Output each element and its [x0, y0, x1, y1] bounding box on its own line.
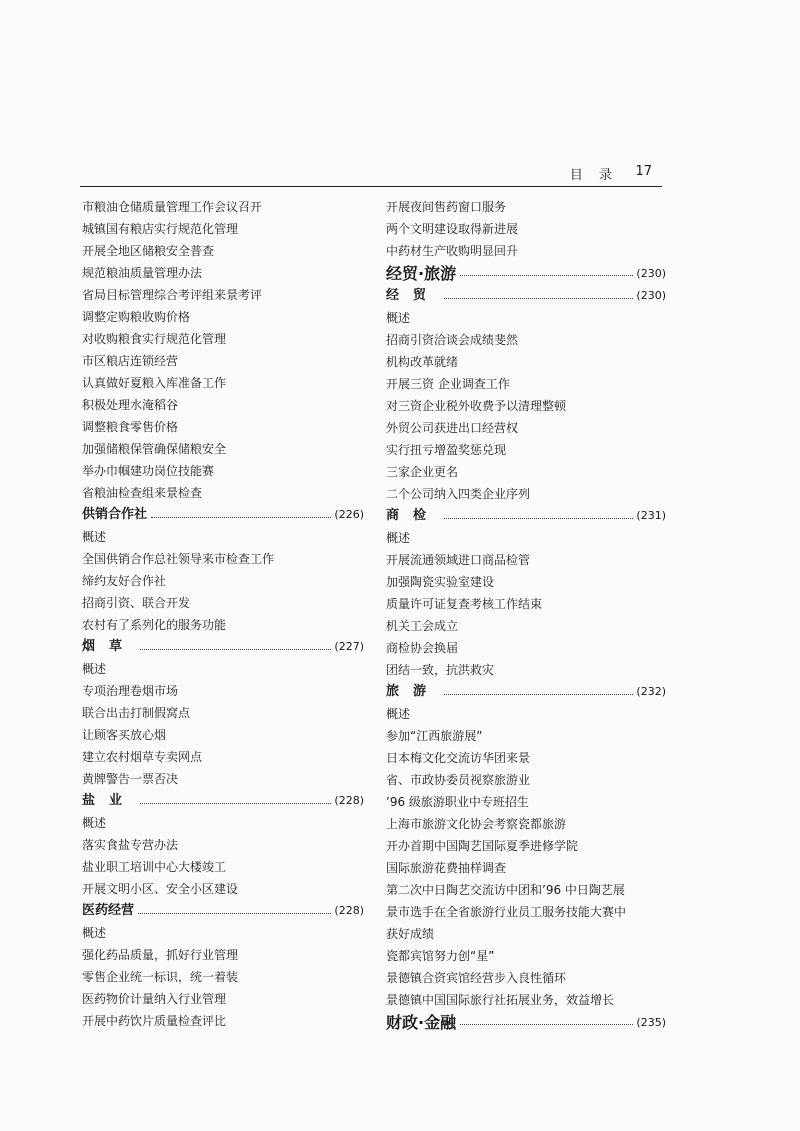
toc-entry-text: 参加“江西旅游展” — [386, 729, 483, 743]
toc-entry — [82, 878, 364, 900]
toc-page-number: (230) — [636, 266, 666, 280]
toc-entry — [82, 1010, 364, 1032]
toc-entry-text: 盐业职工培训中心大楼竣工 — [82, 860, 227, 874]
toc-leader-dots — [140, 803, 331, 804]
toc-entry-text: 医药物价计量纳入行业管理 — [82, 992, 227, 1006]
toc-entry — [82, 856, 364, 878]
toc-entry-text: 医药经营 — [82, 903, 135, 918]
toc-entry-text: 规范粮油质量管理办法 — [82, 266, 203, 280]
toc-entry — [386, 857, 666, 879]
toc-entry — [386, 329, 666, 351]
toc-page-number: (235) — [636, 1015, 666, 1029]
toc-entry — [82, 834, 364, 856]
toc-entry-text: 概述 — [82, 662, 107, 676]
toc-entry-text: 让顾客买放心烟 — [82, 728, 167, 742]
toc-entry-text: 商检 — [386, 508, 441, 523]
toc-entry-text: 招商引资洽谈会成绩斐然 — [386, 333, 519, 347]
toc-entry — [386, 835, 666, 857]
toc-entry-text: 日本梅文化交流访华团来景 — [386, 751, 531, 765]
toc-entry-text: 市区粮店连锁经营 — [82, 354, 179, 368]
toc-entry-text: 建立农村烟草专卖网点 — [82, 750, 203, 764]
toc-entry — [82, 592, 364, 614]
toc-entry — [386, 813, 666, 835]
toc-section-heading — [386, 262, 666, 285]
toc-entry — [386, 417, 666, 439]
toc-entry — [82, 416, 364, 438]
toc-entry-text: 开展全地区储粮安全普查 — [82, 244, 215, 258]
toc-entry — [82, 812, 364, 834]
toc-entry — [386, 439, 666, 461]
toc-entry — [82, 218, 364, 240]
toc-entry — [82, 570, 364, 592]
toc-entry — [82, 350, 364, 372]
toc-entry — [386, 461, 666, 483]
toc-entry — [82, 372, 364, 394]
toc-entry-text: 零售企业统一标识，统一着装 — [82, 970, 239, 984]
toc-entry — [82, 460, 364, 482]
toc-entry — [386, 395, 666, 417]
toc-entry-text: 瓷都宾馆努力创“星” — [386, 949, 495, 963]
toc-entry-text: 省局目标管理综合考评组来景考评 — [82, 288, 263, 302]
toc-leader-dots — [138, 913, 331, 914]
toc-entry-text: 实行扭亏增盈奖惩兑现 — [386, 443, 507, 457]
toc-entry-text: 举办巾帼建功岗位技能赛 — [82, 464, 215, 478]
toc-entry — [386, 703, 666, 725]
toc-entry — [386, 923, 666, 945]
toc-entry — [386, 945, 666, 967]
toc-page-number: (230) — [636, 289, 666, 302]
toc-entry — [386, 218, 666, 240]
toc-section-heading — [82, 504, 364, 526]
toc-entry-text: 认真做好夏粮入库准备工作 — [82, 376, 227, 390]
toc-entry-text: 对收购粮食实行规范化管理 — [82, 332, 227, 346]
toc-entry — [82, 306, 364, 328]
toc-entry-text: 中药材生产收购明显回升 — [386, 244, 519, 258]
toc-entry-text: 经贸·旅游 — [386, 263, 457, 283]
toc-entry — [386, 879, 666, 901]
toc-section-heading — [386, 681, 666, 703]
toc-entry — [82, 680, 364, 702]
toc-page-number: (231) — [636, 509, 666, 522]
toc-entry — [82, 966, 364, 988]
toc-entry — [386, 659, 666, 681]
toc-entry-text: 上海市旅游文化协会考察瓷都旅游 — [386, 817, 567, 831]
toc-leader-dots — [444, 518, 633, 519]
toc-entry — [82, 482, 364, 504]
toc-entry — [386, 637, 666, 659]
toc-leader-dots — [151, 517, 331, 518]
toc-entry-text: 财政·金融 — [386, 1012, 457, 1032]
toc-entry-text: 旅游 — [386, 684, 441, 699]
toc-entry — [386, 725, 666, 747]
toc-page-number: (228) — [334, 794, 364, 807]
toc-entry-text: 景市选手在全省旅游行业员工服务技能大赛中 — [386, 905, 627, 919]
toc-entry-text: 对三资企业税外收费予以清理整顿 — [386, 399, 567, 413]
toc-entry-text: 黄牌警告一票否决 — [82, 772, 179, 786]
toc-entry-text: 开展中药饮片质量检查评比 — [82, 1014, 227, 1028]
toc-page-number: (232) — [636, 685, 666, 698]
toc-entry-text: 机关工会成立 — [386, 619, 459, 633]
toc-page-number: (227) — [334, 640, 364, 653]
toc-entry-text: 经贸 — [386, 288, 441, 303]
toc-entry-text: 落实食盐专营办法 — [82, 838, 179, 852]
toc-entry-text: 加强陶瓷实验室建设 — [386, 575, 495, 589]
toc-entry-text: 质量许可证复查考核工作结束 — [386, 597, 543, 611]
toc-entry — [386, 527, 666, 549]
toc-entry — [82, 394, 364, 416]
toc-entry — [386, 901, 666, 923]
toc-entry — [82, 548, 364, 570]
toc-entry-text: 开展流通领域进口商品检管 — [386, 553, 531, 567]
toc-entry-text: 第二次中日陶艺交流访中团和’96 中日陶艺展 — [386, 883, 625, 897]
toc-entry-text: 团结一致，抗洪救灾 — [386, 663, 495, 677]
toc-entry — [82, 746, 364, 768]
toc-entry — [82, 328, 364, 350]
toc-entry-text: 概述 — [386, 311, 411, 325]
toc-entry — [386, 483, 666, 505]
toc-entry — [386, 549, 666, 571]
toc-entry-text: 加强储粮保管确保储粮安全 — [82, 442, 227, 456]
toc-entry — [386, 791, 666, 813]
toc-section-heading — [386, 285, 666, 307]
toc-entry-text: 概述 — [386, 531, 411, 545]
toc-entry — [82, 702, 364, 724]
toc-entry — [82, 944, 364, 966]
toc-entry — [82, 262, 364, 284]
toc-entry-text: 概述 — [82, 926, 107, 940]
toc-entry-text: 积极处理水淹稻谷 — [82, 398, 179, 412]
toc-leader-dots — [460, 1024, 633, 1025]
toc-leader-dots — [460, 275, 633, 276]
toc-page-number: (228) — [334, 904, 364, 917]
toc-entry — [386, 989, 666, 1011]
toc-entry-text: 城镇国有粮店实行规范化管理 — [82, 222, 239, 236]
toc-entry-text: 开展夜间售药窗口服务 — [386, 200, 507, 214]
toc-entry-text: 招商引资、联合开发 — [82, 596, 191, 610]
toc-entry — [386, 593, 666, 615]
toc-leader-dots — [140, 649, 331, 650]
toc-entry-text: 开办首期中国陶艺国际夏季进修学院 — [386, 839, 579, 853]
toc-entry-text: 省、市政协委员视察旅游业 — [386, 773, 531, 787]
toc-entry-text: 全国供销合作总社领导来市检查工作 — [82, 552, 275, 566]
toc-entry-text: 专项治理卷烟市场 — [82, 684, 179, 698]
toc-entry — [386, 351, 666, 373]
toc-section-heading — [386, 505, 666, 527]
toc-section-heading — [82, 790, 364, 812]
toc-entry — [82, 614, 364, 636]
toc-entry-text: 强化药品质量，抓好行业管理 — [82, 948, 239, 962]
toc-left-column — [82, 196, 364, 1032]
toc-entry-text: 概述 — [82, 530, 107, 544]
toc-entry-text: 外贸公司获进出口经营权 — [386, 421, 519, 435]
header-title: 目 录 — [569, 168, 618, 183]
toc-right-column — [386, 196, 666, 1034]
toc-entry-text: 市粮油仓储质量管理工作会议召开 — [82, 200, 263, 214]
toc-entry-text: 调整粮食零售价格 — [82, 420, 179, 434]
toc-entry-text: 开展三资 企业调查工作 — [386, 377, 510, 391]
toc-entry-text: 开展文明小区、安全小区建设 — [82, 882, 239, 896]
toc-entry-text: 国际旅游花费抽样调查 — [386, 861, 507, 875]
toc-entry-text: 缔约友好合作社 — [82, 574, 167, 588]
toc-entry — [82, 658, 364, 680]
toc-entry-text: 获好成绩 — [386, 927, 435, 941]
toc-entry-text: 两个文明建设取得新进展 — [386, 222, 519, 236]
toc-entry — [386, 571, 666, 593]
toc-entry — [82, 724, 364, 746]
toc-entry-text: 三家企业更名 — [386, 465, 459, 479]
toc-entry — [386, 307, 666, 329]
page-header — [80, 162, 662, 187]
toc-entry — [386, 747, 666, 769]
toc-entry-text: 二个公司纳入四类企业序列 — [386, 487, 531, 501]
toc-section-heading — [386, 1011, 666, 1034]
header-page-number: 17 — [635, 164, 652, 179]
toc-entry — [82, 922, 364, 944]
toc-section-heading — [82, 636, 364, 658]
toc-leader-dots — [444, 694, 633, 695]
toc-entry — [82, 526, 364, 548]
toc-entry — [82, 284, 364, 306]
toc-entry-text: 省粮油检查组来景检查 — [82, 486, 203, 500]
toc-section-heading — [82, 900, 364, 922]
toc-entry-text: 供销合作社 — [82, 507, 148, 522]
toc-entry — [386, 373, 666, 395]
toc-entry — [386, 967, 666, 989]
toc-page-number: (226) — [334, 508, 364, 521]
toc-leader-dots — [444, 298, 633, 299]
toc-entry-text: 景德镇合资宾馆经营步入良性循环 — [386, 971, 567, 985]
toc-entry — [386, 615, 666, 637]
toc-entry-text: ’96 级旅游职业中专班招生 — [386, 795, 529, 809]
toc-entry-text: 盐业 — [82, 793, 137, 808]
toc-entry-text: 概述 — [82, 816, 107, 830]
toc-entry-text: 烟草 — [82, 639, 137, 654]
toc-entry-text: 概述 — [386, 707, 411, 721]
toc-entry-text: 联合出击打制假窝点 — [82, 706, 191, 720]
toc-entry-text: 机构改革就绪 — [386, 355, 459, 369]
toc-entry — [386, 240, 666, 262]
toc-entry — [82, 196, 364, 218]
toc-entry — [386, 196, 666, 218]
toc-entry-text: 商检协会换届 — [386, 641, 459, 655]
toc-entry-text: 农村有了系列化的服务功能 — [82, 618, 227, 632]
toc-entry — [82, 438, 364, 460]
toc-entry — [82, 240, 364, 262]
toc-entry-text: 调整定购粮收购价格 — [82, 310, 191, 324]
toc-entry — [386, 769, 666, 791]
toc-entry — [82, 768, 364, 790]
toc-entry-text: 景德镇中国国际旅行社拓展业务，效益增长 — [386, 993, 615, 1007]
toc-entry — [82, 988, 364, 1010]
